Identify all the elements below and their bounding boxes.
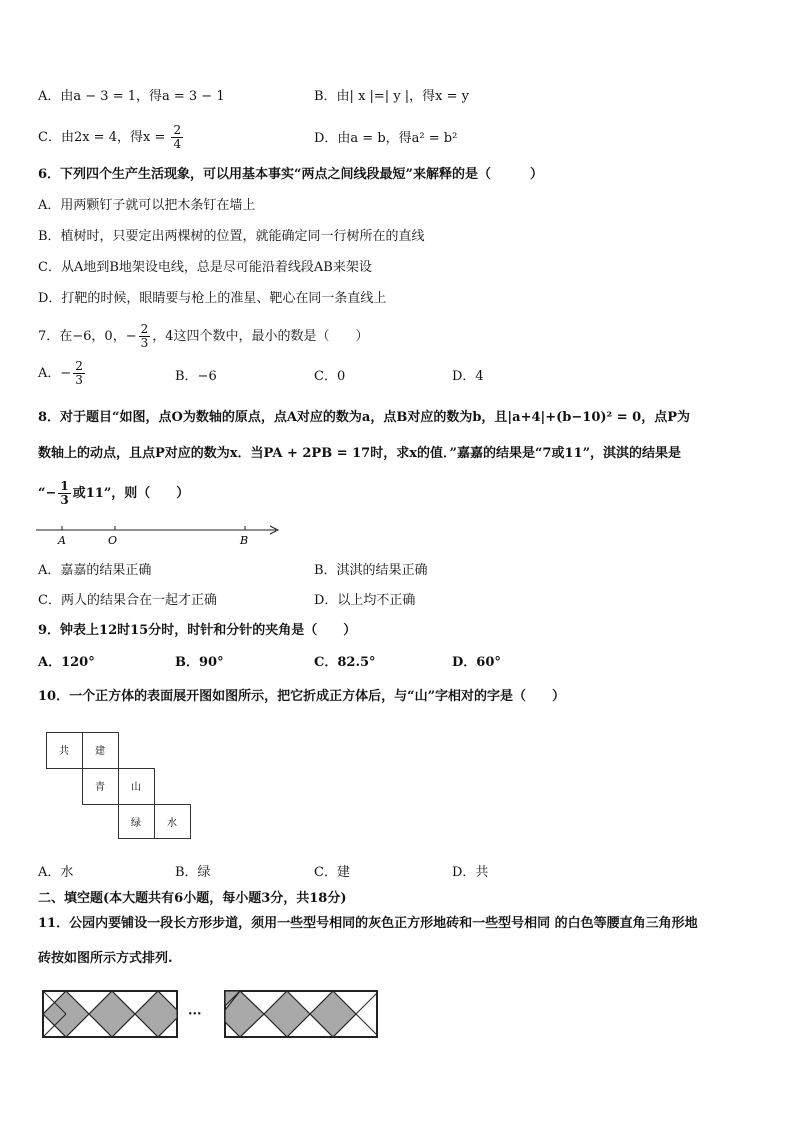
- net-label-3: 青: [95, 782, 105, 793]
- q5-option-c-fraction: [171, 124, 183, 151]
- gray-tile: [135, 991, 177, 1037]
- q7-stem-suffix: ，4这四个数中，最小的数是（ ）: [152, 329, 369, 344]
- q7-stem-prefix: 7．在−6，0，−: [38, 329, 137, 344]
- fraction-numerator: 2: [173, 123, 182, 137]
- net-label-2: 建: [95, 746, 105, 757]
- q8-option-b: B．淇淇的结果正确: [314, 563, 428, 578]
- net-label-1: 共: [59, 746, 69, 757]
- q5-option-a: A．由a − 3 = 1，得a = 3 − 1: [38, 89, 225, 104]
- q7-stem-fraction: [139, 323, 151, 350]
- fraction-denominator: 4: [173, 137, 182, 151]
- q5-option-c: [38, 124, 185, 151]
- point-a-label: A: [58, 534, 66, 546]
- fraction-denominator: 3: [140, 336, 149, 350]
- q10-option-b: B．绿: [175, 865, 211, 880]
- q8-line3-suffix: 或11”，则（ ）: [72, 486, 190, 501]
- fraction-numerator: 1: [60, 479, 69, 493]
- q9-option-d: D．60°: [452, 655, 501, 670]
- q5-option-c-text: C．由2x = 4，得x =: [38, 130, 166, 145]
- q6-option-a: A．用两颗钉子就可以把木条钉在墙上: [38, 198, 256, 213]
- tile-edge: [356, 1014, 377, 1035]
- q11-stem-line2: 砖按如图所示方式排列.: [38, 951, 173, 966]
- q8-option-a: A．嘉嘉的结果正确: [38, 563, 152, 578]
- q9-option-a: A．120°: [38, 655, 95, 670]
- fraction-numerator: 2: [140, 322, 149, 336]
- q7-stem: [38, 323, 369, 350]
- q7-option-a: [38, 360, 87, 387]
- q5-option-d: D．由a = b，得a² = b²: [314, 131, 458, 146]
- q10-option-a: A．水: [38, 865, 74, 880]
- fraction-denominator: 3: [75, 373, 83, 387]
- q9-stem: 9．钟表上12时15分时，时针和分针的夹角是（ ）: [38, 623, 357, 638]
- q8-line3-prefix: “−: [38, 486, 57, 501]
- q6-option-c: C．从A地到B地架设电线，总是尽可能沿着线段AB来架设: [38, 260, 372, 275]
- number-line-figure: [36, 520, 286, 546]
- fraction-denominator: 3: [60, 493, 69, 507]
- q10-stem: 10．一个正方体的表面展开图如图所示，把它折成正方体后，与“山”字相对的字是（ ）: [38, 689, 566, 704]
- section-heading: 二、填空题(本大题共有6小题，每小题3分，共18分): [38, 891, 347, 906]
- q8-stem-line1: 8．对于题目“如图，点O为数轴的原点，点A对应的数为a，点B对应的数为b，且|a+4|+(b−10)² = 0，点P为: [38, 410, 690, 425]
- point-b-label: B: [240, 534, 249, 546]
- gray-tile: [89, 991, 135, 1037]
- fraction-numerator: 2: [75, 359, 83, 373]
- q9-option-b: B．90°: [175, 655, 224, 670]
- tile-ellipsis: ···: [188, 1007, 202, 1022]
- q10-option-c: C．建: [314, 865, 350, 880]
- q7-option-c: C．0: [314, 369, 346, 384]
- net-label-5: 绿: [131, 818, 141, 829]
- net-label-4: 山: [131, 782, 141, 793]
- q8-option-d: D．以上均不正确: [314, 593, 416, 608]
- q8-stem-line2: 数轴上的动点，且点P对应的数为x．当PA + 2PB = 17时，求x的值．”嘉嘉的结果是“7或11”，淇淇的结果是: [38, 446, 682, 461]
- q6-option-b: B．植树时，只要定出两棵树的位置，就能确定同一行树所在的直线: [38, 229, 425, 244]
- q8-line3-fraction: [58, 480, 70, 507]
- q6-option-d: D．打靶的时候，眼睛要与枪上的准星、靶心在同一条直线上: [38, 291, 387, 306]
- q5-option-b: B．由| x |=| y |，得x = y: [314, 89, 470, 104]
- q6-stem: 6．下列四个生产生活现象，可以用基本事实“两点之间线段最短”来解释的是（ ）: [38, 167, 544, 182]
- q8-stem-line3: [38, 480, 189, 507]
- q8-option-c: C．两人的结果合在一起才正确: [38, 593, 217, 608]
- q7-option-d: D．4: [452, 369, 484, 384]
- q11-stem-line1: 11．公园内要铺设一段长方形步道，须用一些型号相同的灰色正方形地砖和一些型号相同 的白色等腰直角三角形地: [38, 916, 698, 931]
- cube-net-figure: [46, 732, 194, 840]
- q10-option-d: D．共: [452, 865, 489, 880]
- q7-option-b: B．−6: [175, 369, 217, 384]
- tile-strip-right: [224, 990, 380, 1040]
- gray-tile: [310, 991, 356, 1037]
- tile-edge: [356, 993, 377, 1014]
- gray-tile: [264, 991, 310, 1037]
- q7-option-a-fraction: [73, 360, 85, 387]
- q9-option-c: C．82.5°: [314, 655, 376, 670]
- point-o-label: O: [108, 534, 118, 546]
- tile-strip-left: [42, 990, 180, 1040]
- net-label-6: 水: [167, 818, 177, 829]
- q7-option-a-text: A．−: [38, 366, 72, 381]
